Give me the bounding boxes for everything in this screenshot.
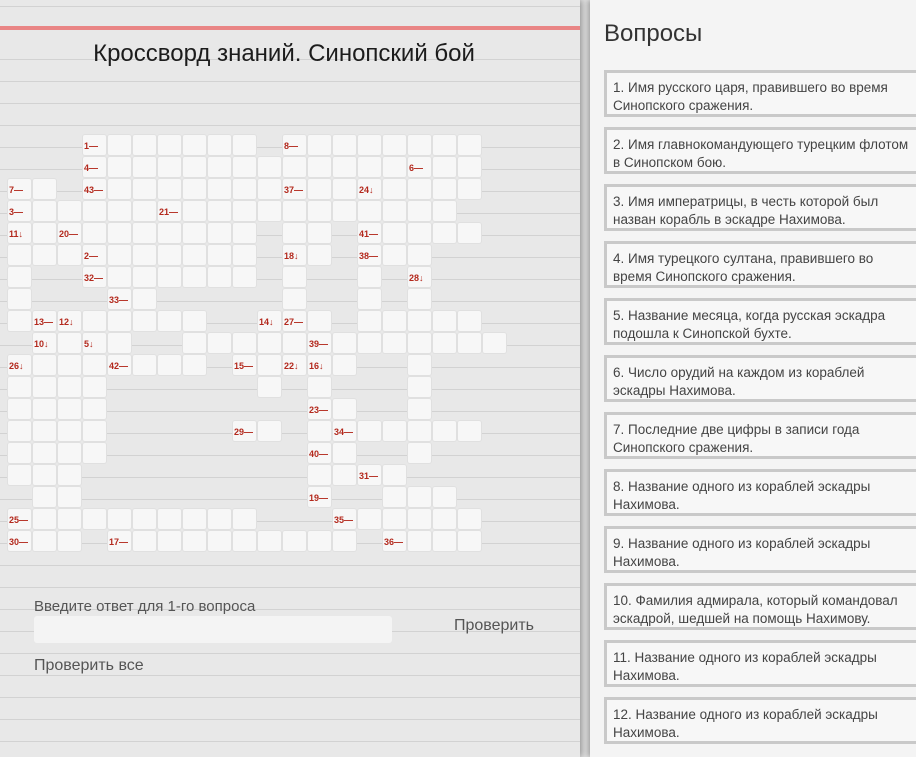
grid-cell[interactable] (33, 421, 56, 441)
clue-number-label: 22↓ (284, 361, 299, 371)
clue-number-label: 17— (109, 537, 129, 547)
grid-cell[interactable] (183, 135, 206, 155)
grid-cell[interactable] (183, 509, 206, 529)
grid-cell[interactable] (383, 179, 406, 199)
grid-cell[interactable] (408, 399, 431, 419)
grid-cell[interactable] (58, 421, 81, 441)
clue-number-label: 32— (84, 273, 104, 283)
grid-cell[interactable] (58, 465, 81, 485)
question-item[interactable]: 8. Название одного из кораблей эскадры Нахимова. (604, 469, 916, 516)
grid-cell[interactable] (408, 333, 431, 353)
grid-cell[interactable] (158, 135, 181, 155)
clue-number-label: 18↓ (284, 251, 299, 261)
grid-cell[interactable] (133, 289, 156, 309)
clue-number-label: 15— (234, 361, 254, 371)
grid-cell[interactable] (58, 355, 81, 375)
grid-cell[interactable] (408, 135, 431, 155)
grid-cell[interactable] (208, 157, 231, 177)
grid-cell[interactable] (458, 333, 481, 353)
grid-cell[interactable] (108, 333, 131, 353)
grid-cell[interactable] (8, 399, 31, 419)
grid-cell[interactable] (333, 201, 356, 221)
grid-cell[interactable] (308, 421, 331, 441)
grid-cell[interactable] (458, 421, 481, 441)
grid-cell[interactable] (108, 157, 131, 177)
grid-cell[interactable] (383, 333, 406, 353)
grid-cell[interactable] (333, 355, 356, 375)
grid-cell[interactable] (58, 443, 81, 463)
grid-cell[interactable] (308, 179, 331, 199)
clue-number-label: 40— (309, 449, 329, 459)
grid-cell[interactable] (333, 179, 356, 199)
grid-cell[interactable] (108, 311, 131, 331)
grid-cell[interactable] (358, 509, 381, 529)
grid-cell[interactable] (458, 531, 481, 551)
grid-cell[interactable] (283, 223, 306, 243)
grid-cell[interactable] (433, 509, 456, 529)
grid-cell[interactable] (433, 531, 456, 551)
grid-cell[interactable] (233, 157, 256, 177)
grid-cell[interactable] (258, 179, 281, 199)
clue-number-label: 11↓ (9, 229, 24, 239)
grid-cell[interactable] (183, 157, 206, 177)
question-item[interactable]: 9. Название одного из кораблей эскадры Нахимова. (604, 526, 916, 573)
grid-cell[interactable] (383, 311, 406, 331)
grid-cell[interactable] (433, 157, 456, 177)
grid-cell[interactable] (408, 487, 431, 507)
clue-number-label: 27— (284, 317, 304, 327)
clue-number-label: 3— (9, 207, 24, 217)
question-item[interactable]: 10. Фамилия адмирала, который командовал эскадрой, шедшей на помощь Нахимову. (604, 583, 916, 630)
grid-cell[interactable] (8, 267, 31, 287)
grid-cell[interactable] (208, 179, 231, 199)
question-item[interactable]: 1. Имя русского царя, правившего во время Синопского сражения. (604, 70, 916, 117)
grid-cell[interactable] (33, 223, 56, 243)
grid-cell[interactable] (33, 179, 56, 199)
grid-cell[interactable] (208, 135, 231, 155)
grid-cell[interactable] (408, 201, 431, 221)
question-item[interactable]: 2. Имя главнокомандующего турецким флотом в Синопском бою. (604, 127, 916, 174)
questions-panel (590, 0, 916, 757)
clue-number-label: 4— (84, 163, 99, 173)
grid-cell[interactable] (308, 201, 331, 221)
grid-cell[interactable] (33, 245, 56, 265)
grid-cell[interactable] (158, 355, 181, 375)
grid-cell[interactable] (483, 333, 506, 353)
grid-cell[interactable] (308, 311, 331, 331)
answer-input[interactable] (34, 616, 392, 643)
grid-cell[interactable] (258, 201, 281, 221)
grid-cell[interactable] (283, 289, 306, 309)
grid-cell[interactable] (408, 509, 431, 529)
grid-cell[interactable] (458, 135, 481, 155)
grid-cell[interactable] (108, 179, 131, 199)
clue-number-label: 34— (334, 427, 354, 437)
grid-cell[interactable] (283, 531, 306, 551)
grid-cell[interactable] (208, 531, 231, 551)
grid-cell[interactable] (158, 157, 181, 177)
clue-number-label: 12↓ (59, 317, 74, 327)
grid-cell[interactable] (233, 179, 256, 199)
grid-cell[interactable] (283, 333, 306, 353)
grid-cell[interactable] (308, 531, 331, 551)
grid-cell[interactable] (283, 201, 306, 221)
grid-cell[interactable] (358, 311, 381, 331)
grid-cell[interactable] (308, 377, 331, 397)
grid-cell[interactable] (333, 333, 356, 353)
grid-cell[interactable] (133, 179, 156, 199)
grid-cell[interactable] (358, 333, 381, 353)
clue-number-label: 39— (309, 339, 329, 349)
grid-cell[interactable] (158, 267, 181, 287)
grid-cell[interactable] (83, 399, 106, 419)
grid-cell[interactable] (233, 333, 256, 353)
grid-cell[interactable] (283, 267, 306, 287)
grid-cell[interactable] (33, 509, 56, 529)
clue-number-label: 16↓ (309, 361, 324, 371)
questions-title: Вопросы (604, 20, 703, 47)
clue-number-label: 14↓ (259, 317, 274, 327)
grid-cell[interactable] (208, 267, 231, 287)
question-item[interactable]: 6. Число орудий на каждом из кораблей эскадры Нахимова. (604, 355, 916, 402)
clue-number-label: 8— (284, 141, 299, 151)
grid-cell[interactable] (58, 487, 81, 507)
grid-cell[interactable] (158, 179, 181, 199)
grid-cell[interactable] (108, 135, 131, 155)
grid-cell[interactable] (383, 245, 406, 265)
grid-cell[interactable] (208, 223, 231, 243)
grid-cell[interactable] (408, 179, 431, 199)
check-all-button[interactable]: Проверить все (34, 657, 144, 674)
grid-cell[interactable] (358, 267, 381, 287)
grid-cell[interactable] (8, 311, 31, 331)
grid-cell[interactable] (358, 289, 381, 309)
grid-cell[interactable] (233, 509, 256, 529)
clue-number-label: 29— (234, 427, 254, 437)
grid-cell[interactable] (183, 333, 206, 353)
grid-cell[interactable] (83, 421, 106, 441)
grid-cell[interactable] (8, 289, 31, 309)
grid-cell[interactable] (433, 201, 456, 221)
clue-number-label: 10↓ (34, 339, 49, 349)
clue-number-label: 37— (284, 185, 304, 195)
grid-cell[interactable] (33, 355, 56, 375)
grid-cell[interactable] (83, 223, 106, 243)
grid-cell[interactable] (233, 267, 256, 287)
question-item[interactable]: 12. Название одного из кораблей эскадры Нахимова. (604, 697, 916, 744)
grid-cell[interactable] (133, 135, 156, 155)
grid-cell[interactable] (333, 399, 356, 419)
grid-cell[interactable] (408, 531, 431, 551)
clue-number-label: 35— (334, 515, 354, 525)
grid-cell[interactable] (433, 179, 456, 199)
grid-cell[interactable] (58, 531, 81, 551)
grid-cell[interactable] (133, 267, 156, 287)
clue-number-label: 41— (359, 229, 379, 239)
grid-cell[interactable] (8, 421, 31, 441)
grid-cell[interactable] (333, 157, 356, 177)
grid-cell[interactable] (33, 531, 56, 551)
grid-cell[interactable] (8, 245, 31, 265)
question-item[interactable]: 4. Имя турецкого султана, правившего во время Синопского сражения. (604, 241, 916, 288)
grid-cell[interactable] (8, 443, 31, 463)
grid-cell[interactable] (308, 465, 331, 485)
grid-cell[interactable] (33, 487, 56, 507)
grid-cell[interactable] (108, 267, 131, 287)
clue-number-label: 28↓ (409, 273, 424, 283)
clue-number-label: 33— (109, 295, 129, 305)
clue-number-label: 31— (359, 471, 379, 481)
grid-cell[interactable] (83, 377, 106, 397)
grid-cell[interactable] (158, 509, 181, 529)
clue-number-label: 36— (384, 537, 404, 547)
grid-cell[interactable] (8, 377, 31, 397)
grid-cell[interactable] (58, 245, 81, 265)
clue-number-label: 1— (84, 141, 99, 151)
clue-number-label: 21— (159, 207, 179, 217)
clue-number-label: 26↓ (9, 361, 24, 371)
clue-number-label: 6— (409, 163, 424, 173)
grid-cell[interactable] (83, 201, 106, 221)
grid-cell[interactable] (183, 245, 206, 265)
grid-cell[interactable] (33, 465, 56, 485)
grid-cell[interactable] (58, 399, 81, 419)
grid-cell[interactable] (158, 245, 181, 265)
grid-cell[interactable] (33, 377, 56, 397)
grid-cell[interactable] (183, 201, 206, 221)
grid-cell[interactable] (333, 135, 356, 155)
grid-cell[interactable] (133, 245, 156, 265)
grid-cell[interactable] (133, 311, 156, 331)
grid-cell[interactable] (58, 333, 81, 353)
clue-number-label: 43— (84, 185, 104, 195)
grid-cell[interactable] (308, 135, 331, 155)
grid-cell[interactable] (408, 311, 431, 331)
grid-cell[interactable] (158, 223, 181, 243)
grid-cell[interactable] (108, 223, 131, 243)
question-item[interactable]: 11. Название одного из кораблей эскадры Нахимова. (604, 640, 916, 687)
answer-prompt-label: Введите ответ для 1-го вопроса (34, 598, 256, 615)
grid-cell[interactable] (383, 421, 406, 441)
grid-cell[interactable] (33, 201, 56, 221)
grid-cell[interactable] (408, 289, 431, 309)
grid-cell[interactable] (208, 333, 231, 353)
grid-cell[interactable] (383, 465, 406, 485)
grid-cell[interactable] (358, 421, 381, 441)
grid-cell[interactable] (383, 135, 406, 155)
grid-cell[interactable] (33, 399, 56, 419)
grid-cell[interactable] (408, 421, 431, 441)
clue-number-label: 25— (9, 515, 29, 525)
grid-cell[interactable] (308, 245, 331, 265)
grid-cell[interactable] (58, 509, 81, 529)
clue-number-label: 7— (9, 185, 24, 195)
grid-cell[interactable] (183, 355, 206, 375)
grid-cell[interactable] (83, 443, 106, 463)
grid-cell[interactable] (333, 443, 356, 463)
grid-cell[interactable] (183, 311, 206, 331)
grid-cell[interactable] (258, 421, 281, 441)
grid-cell[interactable] (158, 531, 181, 551)
grid-cell[interactable] (258, 157, 281, 177)
grid-cell[interactable] (133, 531, 156, 551)
grid-cell[interactable] (233, 245, 256, 265)
grid-cell[interactable] (433, 487, 456, 507)
grid-cell[interactable] (233, 135, 256, 155)
grid-cell[interactable] (458, 157, 481, 177)
grid-cell[interactable] (83, 509, 106, 529)
grid-cell[interactable] (308, 223, 331, 243)
grid-cell[interactable] (133, 157, 156, 177)
grid-cell[interactable] (333, 465, 356, 485)
grid-cell[interactable] (383, 509, 406, 529)
grid-cell[interactable] (433, 333, 456, 353)
grid-cell[interactable] (458, 509, 481, 529)
clue-number-label: 19— (309, 493, 329, 503)
grid-cell[interactable] (108, 245, 131, 265)
grid-cell[interactable] (408, 443, 431, 463)
grid-cell[interactable] (158, 311, 181, 331)
grid-cell[interactable] (208, 201, 231, 221)
grid-cell[interactable] (408, 377, 431, 397)
grid-cell[interactable] (183, 179, 206, 199)
grid-cell[interactable] (208, 245, 231, 265)
grid-cell[interactable] (383, 223, 406, 243)
grid-cell[interactable] (133, 509, 156, 529)
check-button[interactable]: Проверить (454, 617, 535, 634)
grid-cell[interactable] (133, 201, 156, 221)
grid-cell[interactable] (233, 201, 256, 221)
grid-cell[interactable] (233, 223, 256, 243)
grid-cell[interactable] (458, 311, 481, 331)
grid-cell[interactable] (183, 531, 206, 551)
grid-cell[interactable] (108, 201, 131, 221)
question-item[interactable]: 3. Имя императрицы, в честь которой был назван корабль в эскадре Нахимова. (604, 184, 916, 231)
grid-cell[interactable] (183, 267, 206, 287)
grid-cell[interactable] (258, 531, 281, 551)
grid-cell[interactable] (433, 311, 456, 331)
grid-cell[interactable] (133, 223, 156, 243)
grid-cell[interactable] (383, 201, 406, 221)
grid-cell[interactable] (108, 509, 131, 529)
grid-cell[interactable] (133, 355, 156, 375)
grid-cell[interactable] (433, 223, 456, 243)
question-item[interactable]: 5. Название месяца, когда русская эскадра подошла к Синопской бухте. (604, 298, 916, 345)
grid-cell[interactable] (458, 223, 481, 243)
grid-cell[interactable] (358, 135, 381, 155)
grid-cell[interactable] (258, 377, 281, 397)
grid-cell[interactable] (383, 487, 406, 507)
clue-number-label: 24↓ (359, 185, 374, 195)
grid-cell[interactable] (458, 179, 481, 199)
grid-cell[interactable] (58, 201, 81, 221)
clue-number-label: 2— (84, 251, 99, 261)
clue-number-label: 13— (34, 317, 54, 327)
grid-cell[interactable] (408, 223, 431, 243)
grid-cell[interactable] (233, 531, 256, 551)
clue-number-label: 20— (59, 229, 79, 239)
clue-number-label: 38— (359, 251, 379, 261)
grid-cell[interactable] (83, 355, 106, 375)
grid-cell[interactable] (308, 157, 331, 177)
grid-cell[interactable] (433, 421, 456, 441)
grid-cell[interactable] (333, 531, 356, 551)
grid-cell[interactable] (33, 443, 56, 463)
grid-cell[interactable] (58, 377, 81, 397)
grid-cell[interactable] (183, 223, 206, 243)
grid-cell[interactable] (258, 355, 281, 375)
grid-cell[interactable] (383, 157, 406, 177)
grid-cell[interactable] (83, 311, 106, 331)
grid-cell[interactable] (358, 201, 381, 221)
crossword-title: Кроссворд знаний. Синопский бой (93, 40, 475, 67)
grid-cell[interactable] (408, 355, 431, 375)
clue-number-label: 23— (309, 405, 329, 415)
grid-cell[interactable] (433, 135, 456, 155)
grid-cell[interactable] (358, 157, 381, 177)
clue-number-label: 5↓ (84, 339, 94, 349)
clue-number-label: 30— (9, 537, 29, 547)
grid-cell[interactable] (208, 509, 231, 529)
grid-cell[interactable] (8, 465, 31, 485)
clue-number-label: 42— (109, 361, 129, 371)
grid-cell[interactable] (408, 245, 431, 265)
grid-cell[interactable] (258, 333, 281, 353)
question-item[interactable]: 7. Последние две цифры в записи года Синопского сражения. (604, 412, 916, 459)
grid-cell[interactable] (283, 157, 306, 177)
